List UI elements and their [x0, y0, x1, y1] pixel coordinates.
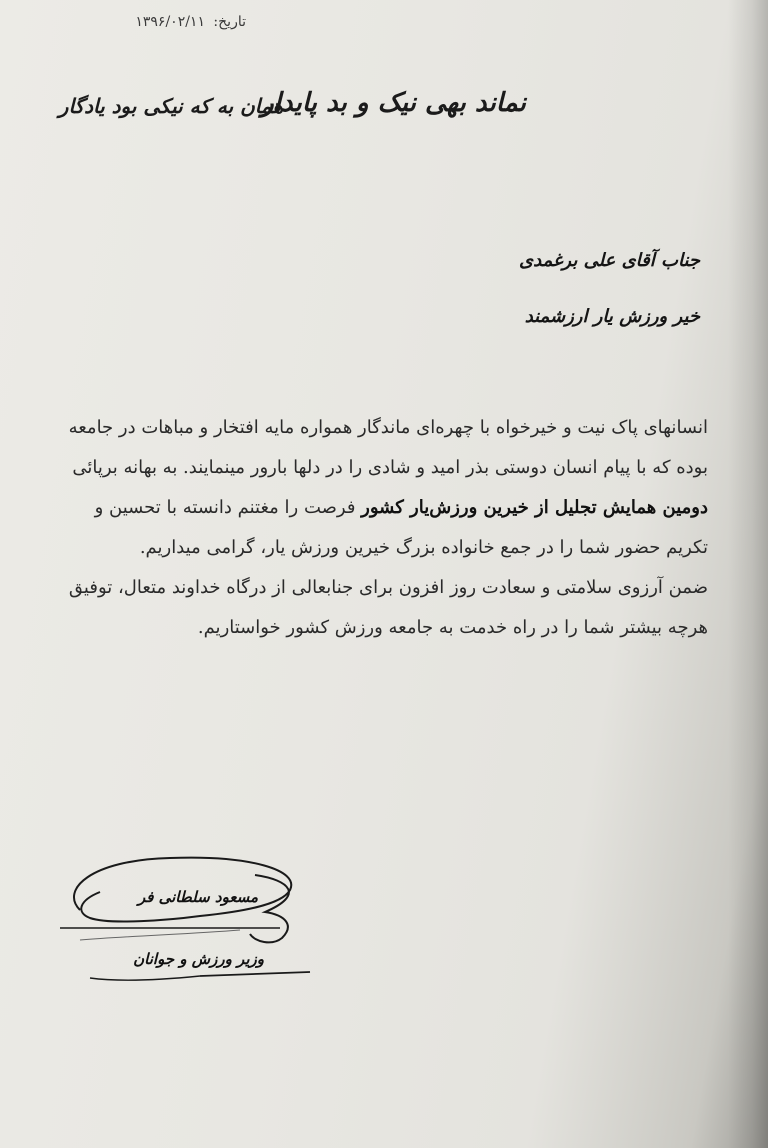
date-label: تاریخ:: [213, 14, 246, 30]
signature-block: [50, 850, 330, 990]
date-value: ۱۳۹۶/۰۲/۱۱: [135, 14, 205, 30]
motto-right: نماند بهی نیک و بد پایدار: [261, 88, 526, 118]
signer-role: وزیر ورزش و جوانان: [133, 950, 264, 968]
signature-scribble-icon: [50, 850, 330, 990]
signer-name: مسعود سلطانی فر: [137, 888, 258, 906]
motto-left: همان به که نیکی بود یادگار: [58, 94, 283, 118]
body-p1-part2: فرصت را مغتنم دانسته با تحسین و تکریم حضور شما را در جمع خانواده بزرگ خیرین ورزش یار، گرامی میداریم.: [94, 497, 708, 558]
body-paragraph-1: [50, 408, 708, 568]
body-p1-bold: دومین همایش تجلیل از خیرین ورزش‌یار کشور: [361, 497, 708, 518]
recipient-title: خیر ورزش یار ارزشمند: [524, 306, 700, 327]
letter-body: [50, 408, 708, 648]
body-p1-part1: انسانهای پاک نیت و خیرخواه با چهره‌ای ماندگار همواره مایه افتخار و مباهات در جامعه بوده که با پیام انسان دوستی بذر امید و شادی را در دلها بارور مینمایند. به بهانه برپائی: [68, 417, 708, 478]
date-line: [86, 14, 246, 30]
body-paragraph-2: ضمن آرزوی سلامتی و سعادت روز افزون برای جنابعالی از درگاه خداوند متعال، توفیق هرچه بیشتر شما را در راه خدمت به جامعه ورزش کشور خواستاریم.: [68, 577, 708, 638]
page-edge-shadow: [728, 0, 768, 1148]
recipient-name: جناب آقای علی برغمدی: [519, 250, 700, 271]
